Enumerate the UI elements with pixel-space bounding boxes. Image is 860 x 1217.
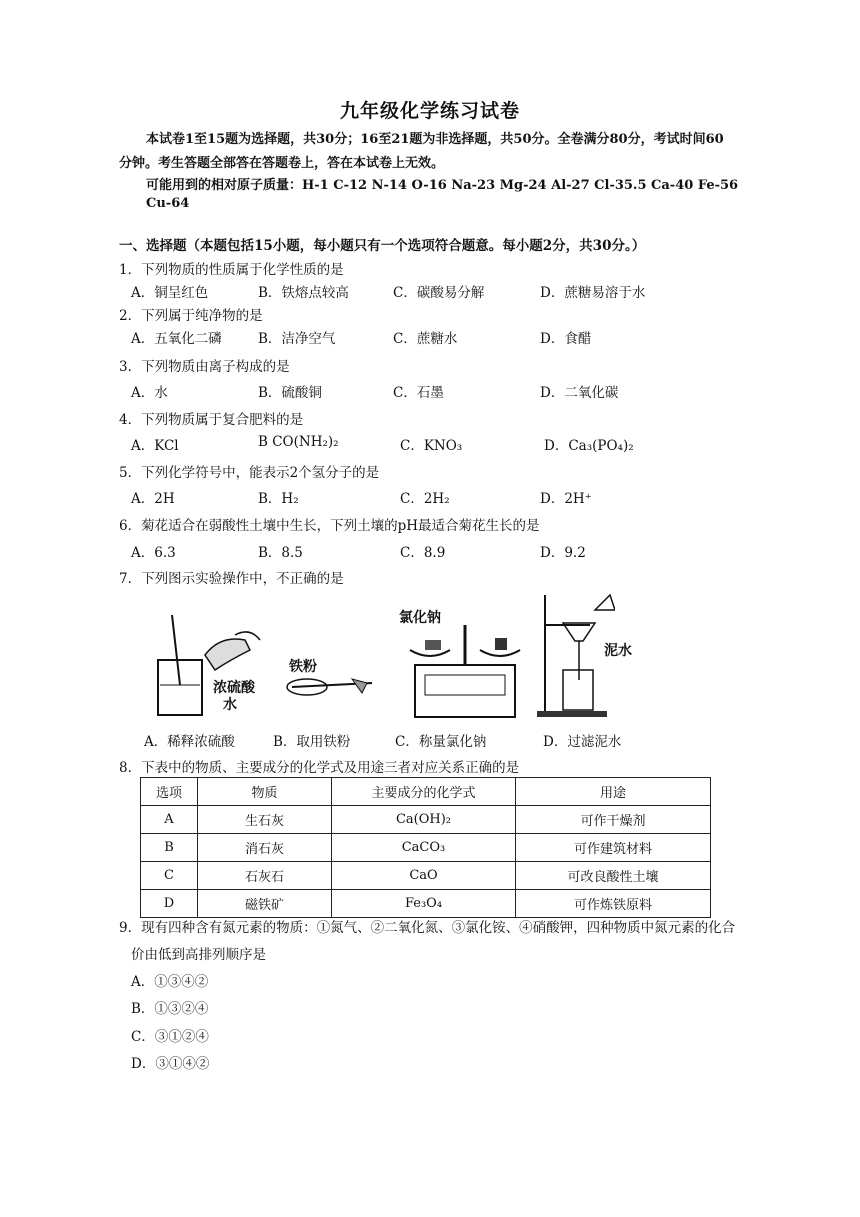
q9-option-a: A．①③④②: [131, 974, 209, 990]
table-cell: 可作炼铁原料: [516, 890, 711, 918]
label-nacl: 氯化钠: [399, 610, 441, 626]
figure-balance: [405, 620, 525, 720]
q2-option-c: C．蔗糖水: [393, 331, 458, 347]
table-row: [141, 862, 711, 890]
q1-option-d: D．蔗糖易溶于水: [540, 285, 646, 301]
table-cell: 生石灰: [198, 806, 332, 834]
q7-stem: 7．下列图示实验操作中，不正确的是: [119, 571, 344, 587]
q6-stem: 6．菊花适合在弱酸性土壤中生长，下列土壤的pH最适合菊花生长的是: [119, 518, 540, 534]
q1-stem: 1．下列物质的性质属于化学性质的是: [119, 262, 344, 278]
table-cell: Ca(OH)₂: [332, 806, 516, 834]
q8-table: [140, 777, 711, 918]
table-cell: B: [141, 834, 198, 862]
table-cell: Fe₃O₄: [332, 890, 516, 918]
table-header-cell: 主要成分的化学式: [332, 778, 516, 806]
q5-option-d: D．2H⁺: [540, 491, 592, 507]
q3-option-d: D．二氧化碳: [540, 385, 619, 401]
label-iron: 铁粉: [289, 659, 317, 675]
table-header-row: [141, 778, 711, 806]
q6-option-b: B．8.5: [258, 545, 303, 561]
table-header-cell: 用途: [516, 778, 711, 806]
q6-option-d: D．9.2: [540, 545, 586, 561]
q1-option-c: C．碳酸易分解: [393, 285, 485, 301]
q7-option-d: D．过滤泥水: [543, 734, 622, 750]
q9-option-c: C．③①②④: [131, 1029, 209, 1045]
q4-option-a: A．KCl: [131, 438, 179, 454]
table-row: [141, 890, 711, 918]
table-cell: 可改良酸性土壤: [516, 862, 711, 890]
table-row: [141, 834, 711, 862]
q7-option-a: A．稀释浓硫酸: [144, 734, 235, 750]
intro-line-1: 本试卷1至15题为选择题，共30分；16至21题为非选择题，共50分。全卷满分80分，考试时间60: [146, 132, 724, 147]
q1-option-b: B．铁熔点较高: [258, 285, 349, 301]
table-row: [141, 806, 711, 834]
table-cell: 可作干燥剂: [516, 806, 711, 834]
table-cell: A: [141, 806, 198, 834]
q3-option-b: B．硫酸铜: [258, 385, 322, 401]
q4-option-d: D．Ca₃(PO₄)₂: [544, 438, 634, 454]
q3-option-a: A．水: [131, 385, 168, 401]
label-water: 水: [223, 697, 237, 713]
label-mud-water: 泥水: [604, 643, 632, 659]
q5-option-b: B．H₂: [258, 491, 299, 507]
label-conc-acid: 浓硫酸: [213, 680, 255, 696]
q2-option-b: B．洁净空气: [258, 331, 336, 347]
table-header-cell: 选项: [141, 778, 198, 806]
q5-option-a: A．2H: [131, 491, 175, 507]
table-header-cell: 物质: [198, 778, 332, 806]
q5-stem: 5．下列化学符号中，能表示2个氢分子的是: [119, 465, 380, 481]
intro-line-3: 可能用到的相对原子质量：H-1 C-12 N-14 O-16 Na-23 Mg-24 Al-27 Cl-35.5 Ca-40 Fe-56: [146, 178, 739, 193]
table-cell: 可作建筑材料: [516, 834, 711, 862]
table-cell: C: [141, 862, 198, 890]
q6-option-c: C．8.9: [400, 545, 446, 561]
q7-option-b: B．取用铁粉: [273, 734, 351, 750]
q9-option-b: B．①③②④: [131, 1001, 209, 1017]
q8-stem: 8．下表中的物质、主要成分的化学式及用途三者对应关系正确的是: [119, 760, 520, 776]
q4-option-b: B CO(NH₂)₂: [258, 434, 339, 450]
q5-option-c: C．2H₂: [400, 491, 450, 507]
q2-option-a: A．五氧化二磷: [131, 331, 222, 347]
q2-stem: 2．下列属于纯净物的是: [119, 308, 263, 324]
q3-stem: 3．下列物质由离子构成的是: [119, 359, 290, 375]
q9-stem-line-1: 9．现有四种含有氮元素的物质：①氮气、②二氧化氮、③氯化铵、④硝酸钾，四种物质中氮元素的化合: [119, 920, 736, 936]
q3-option-c: C．石墨: [393, 385, 444, 401]
table-cell: CaO: [332, 862, 516, 890]
q2-option-d: D．食醋: [540, 331, 592, 347]
table-cell: 消石灰: [198, 834, 332, 862]
figure-dilute-acid: [150, 610, 270, 720]
figure-filtration: [535, 585, 615, 720]
q9-stem-line-2: 价由低到高排列顺序是: [131, 947, 266, 963]
q9-option-d: D．③①④②: [131, 1056, 210, 1072]
q1-option-a: A．铜呈红色: [131, 285, 209, 301]
q4-option-c: C．KNO₃: [400, 438, 463, 454]
table-cell: CaCO₃: [332, 834, 516, 862]
intro-line-2: 分钟。考生答题全部答在答题卷上，答在本试卷上无效。: [119, 156, 445, 171]
section-heading: 一、选择题（本题包括15小题，每小题只有一个选项符合题意。每小题2分，共30分。）: [119, 238, 646, 254]
intro-line-4: Cu-64: [146, 196, 190, 211]
q6-option-a: A．6.3: [131, 545, 176, 561]
exam-title: 九年级化学练习试卷: [339, 100, 520, 122]
table-cell: 磁铁矿: [198, 890, 332, 918]
table-cell: 石灰石: [198, 862, 332, 890]
table-cell: D: [141, 890, 198, 918]
q4-stem: 4．下列物质属于复合肥料的是: [119, 412, 304, 428]
q7-option-c: C．称量氯化钠: [395, 734, 487, 750]
